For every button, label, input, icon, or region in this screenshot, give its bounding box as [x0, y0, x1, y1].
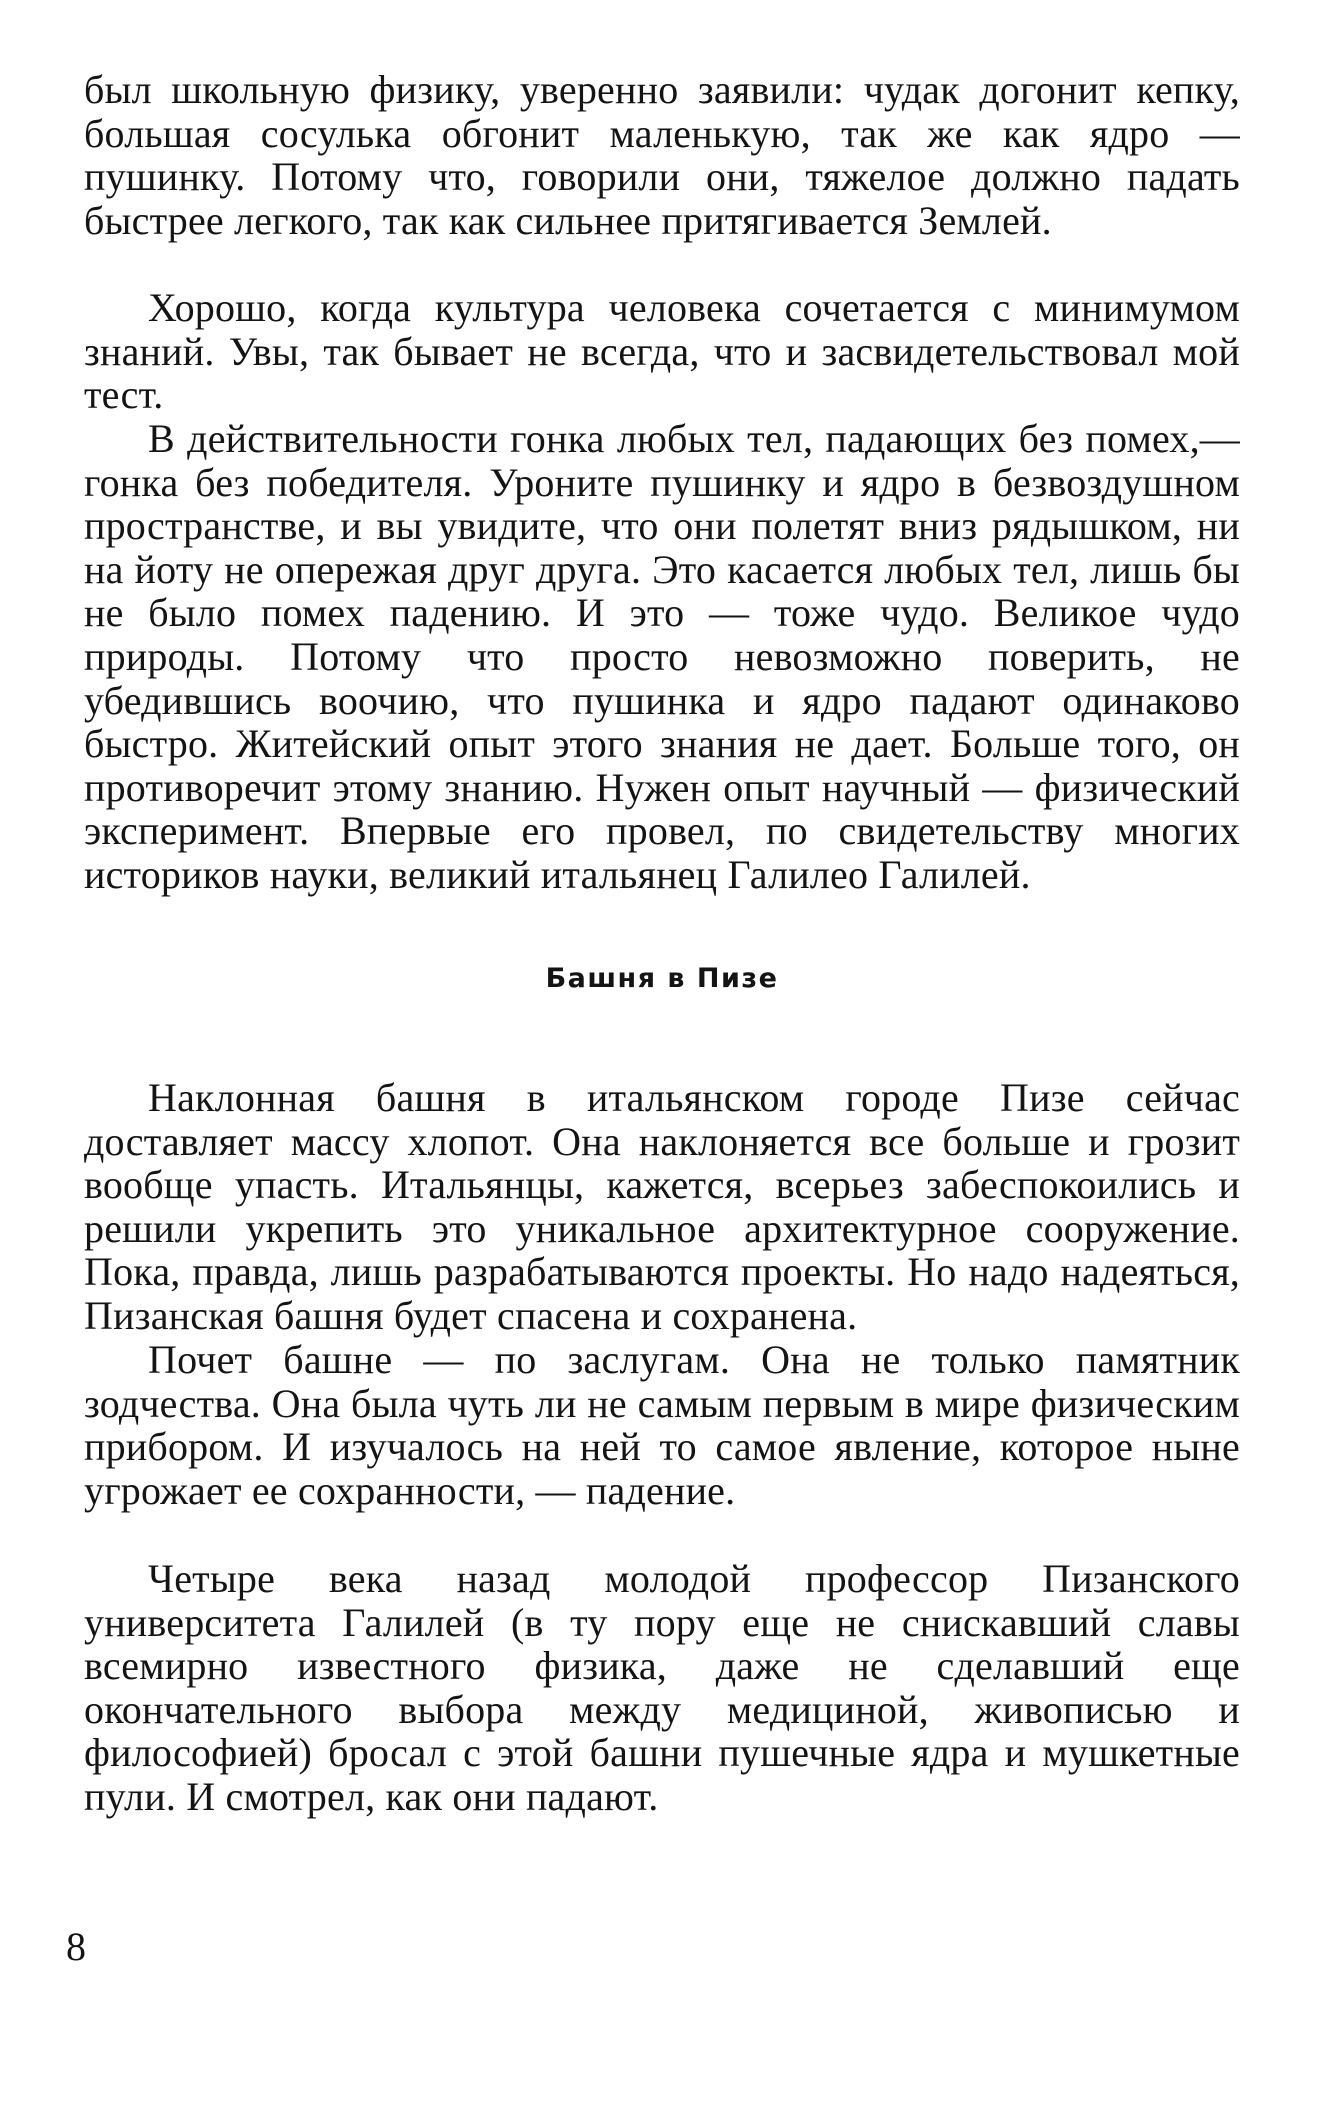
paragraph: В действительности гонка любых тел, падающих без помех,— гонка без победителя. Уроните пушинку и ядро в безвоздушном пространстве, и вы увидите, что они полетят вниз рядышком, ни на йоту не опережая друг друга. Это касается любых тел, лишь бы не было помех падению. И это — тоже чудо. Великое чудо природы. Потому что просто невозможно поверить, не убедившись воочию, что пушинка и ядро падают одинаково быстро. Житейский опыт этого знания не дает. Больше того, он противоречит этому знанию. Нужен опыт научный — физический эксперимент. Впервые его провел, по свидетельству многих историков науки, великий итальянец Галилео Галилей. — [84, 416, 1240, 897]
paragraph: Хорошо, когда культура человека сочетается с минимумом знаний. Увы, так бывает не всегда, что и засвидетельствовал мой тест. — [84, 285, 1240, 418]
paragraph: Четыре века назад молодой профессор Пизанского университета Галилей (в ту пору еще не снискавший славы всемирно известного физика, даже не сделавший еще окончательного выбора между медициной, живописью и философией) бросал с этой башни пушечные ядра и мушкетные пули. И смотрел, как они падают. — [84, 1556, 1240, 1819]
paragraph: Почет башне — по заслугам. Она не только памятник зодчества. Она была чуть ли не самым первым в мире физическим прибором. И изучалось на ней то самое явление, которое ныне угрожает ее сохранности, — падение. — [84, 1337, 1240, 1513]
paragraph: Наклонная башня в итальянском городе Пизе сейчас доставляет массу хлопот. Она наклоняется все больше и грозит вообще упасть. Итальянцы, кажется, всерьез забеспокоились и решили укрепить это уникальное архитектурное сооружение. Пока, правда, лишь разрабатываются проекты. Но надо надеяться, Пизанская башня будет спасена и сохранена. — [84, 1075, 1240, 1338]
page-number: 8 — [66, 1924, 86, 1969]
section-heading: Башня в Пизе — [545, 963, 779, 994]
paragraph-continuation: был школьную физику, уверенно заявили: чудак догонит кепку, большая сосулька обгонит маленькую, так же как ядро — пушинку. Потому что, говорили они, тяжелое должно падать быстрее легкого, так как сильнее притягивается Землей. — [84, 67, 1240, 243]
